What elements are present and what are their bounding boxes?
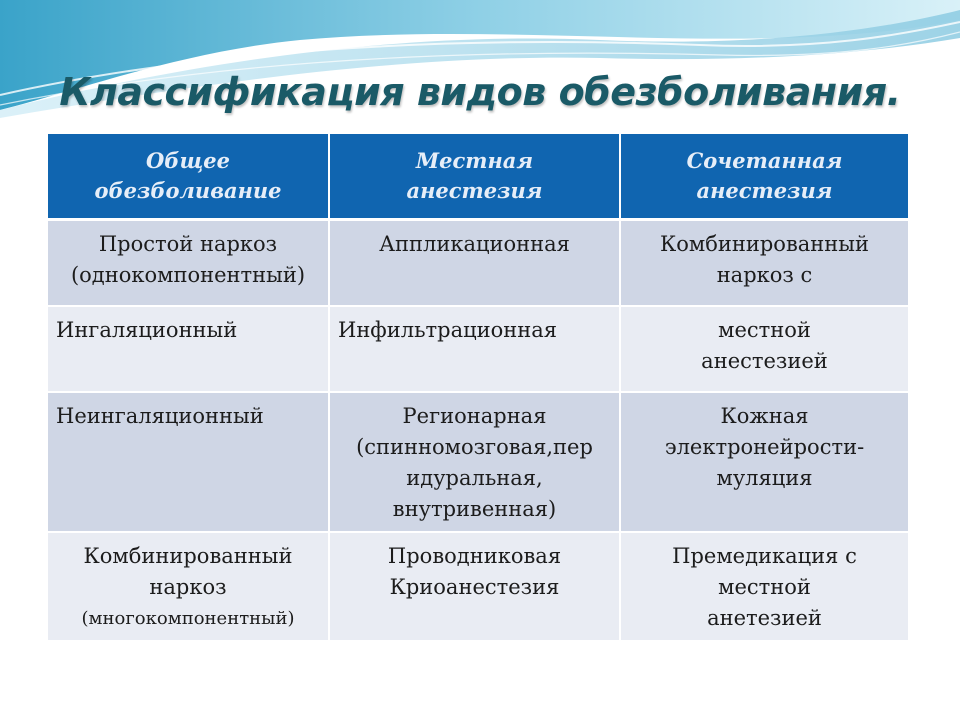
table-cell bbox=[620, 392, 908, 532]
header-text: Сочетанная bbox=[686, 148, 843, 173]
cell-text: Ингаляционный bbox=[56, 317, 238, 342]
header-text: обезболивание bbox=[94, 178, 282, 203]
table-cell bbox=[48, 220, 329, 306]
header-text: Общее bbox=[146, 148, 230, 173]
cell-text: (спинномозговая,пер bbox=[356, 434, 593, 459]
header-text: анестезия bbox=[406, 178, 543, 203]
cell-text: местной bbox=[718, 574, 811, 599]
header-text: анестезия bbox=[696, 178, 833, 203]
table-cell bbox=[48, 532, 329, 641]
cell-text: анетезией bbox=[707, 605, 822, 630]
table-row bbox=[48, 392, 908, 532]
cell-text: Комбинированный bbox=[660, 232, 869, 256]
cell-text: Кожная bbox=[720, 403, 809, 428]
cell-text: внутривенная) bbox=[392, 496, 557, 521]
header-local-anesthesia bbox=[329, 134, 620, 220]
table-cell bbox=[329, 306, 620, 392]
table-cell bbox=[48, 306, 329, 392]
page-title: Классификация видов обезболивания. bbox=[59, 70, 901, 114]
table-cell bbox=[329, 392, 620, 532]
cell-text: Криоанестезия bbox=[389, 574, 560, 599]
table-cell bbox=[329, 532, 620, 641]
cell-text: (однокомпонентный) bbox=[70, 263, 306, 287]
cell-text: муляция bbox=[716, 465, 813, 490]
table-header-row bbox=[48, 134, 908, 220]
cell-text: Проводниковая bbox=[387, 543, 562, 568]
cell-text: Комбинированный bbox=[83, 543, 293, 568]
classification-table bbox=[48, 134, 908, 642]
cell-text: наркоз bbox=[149, 574, 227, 599]
cell-text: идуральная, bbox=[406, 465, 543, 490]
table-cell bbox=[620, 532, 908, 641]
cell-text: местной bbox=[718, 317, 811, 342]
table-cell bbox=[620, 306, 908, 392]
cell-text: наркоз с bbox=[716, 263, 813, 287]
cell-text: Инфильтрационная bbox=[338, 317, 558, 342]
cell-text: Регионарная bbox=[402, 403, 547, 428]
cell-text: Премедикация с bbox=[672, 543, 857, 568]
header-combined-anesthesia bbox=[620, 134, 908, 220]
cell-text: Неингаляционный bbox=[56, 403, 264, 428]
table-cell bbox=[620, 220, 908, 306]
table-row bbox=[48, 306, 908, 392]
table-row bbox=[48, 532, 908, 641]
header-text: Местная bbox=[415, 148, 534, 173]
cell-text: Аппликационная bbox=[379, 232, 570, 256]
cell-text: анестезией bbox=[701, 348, 828, 373]
header-general-anesthesia bbox=[48, 134, 329, 220]
cell-text: (многокомпонентный) bbox=[81, 607, 295, 629]
table-cell bbox=[329, 220, 620, 306]
cell-text: Простой наркоз bbox=[98, 232, 278, 256]
cell-text: электронейрости- bbox=[664, 434, 865, 459]
table-row bbox=[48, 220, 908, 306]
table-cell bbox=[48, 392, 329, 532]
